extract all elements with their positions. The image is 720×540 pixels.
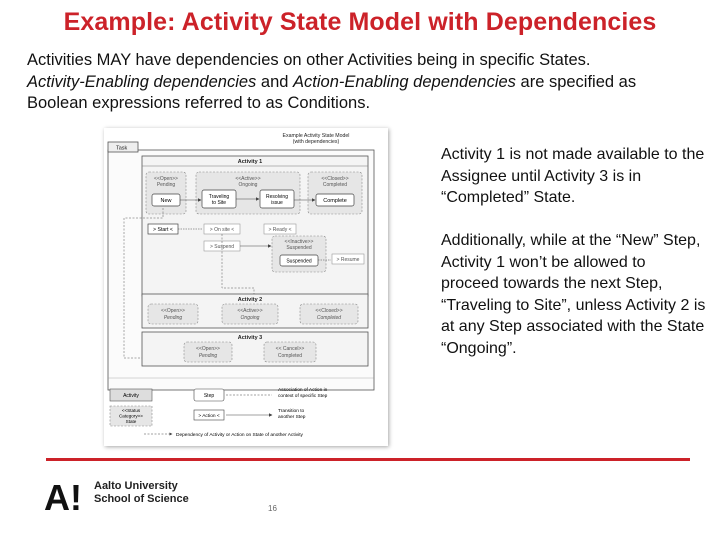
step-resolving-label-2: issue — [271, 200, 283, 206]
intro-line-3: Boolean expressions referred to as Conditions. — [27, 94, 371, 112]
a2-ongoing — [222, 304, 278, 324]
legend-dependency-label: Dependency of Activity or Action on State of another Activity — [176, 433, 303, 438]
legend-assoc-label-2: context of specific Step — [278, 394, 328, 399]
step-resolving-label-1: Resolving — [266, 194, 288, 200]
figure-header-2: (with dependencies) — [292, 139, 340, 145]
intro-line-2-rest: are specified as — [515, 72, 637, 91]
activity-1-label: Activity 1 — [237, 159, 263, 165]
a3-cancel-label: << Cancel>> — [275, 346, 305, 352]
university-name — [94, 480, 189, 505]
task-label: Task — [116, 145, 128, 152]
activity-2-label: Activity 2 — [237, 297, 263, 303]
intro-and: and — [256, 72, 294, 91]
ongoing-label: Ongoing — [238, 182, 258, 188]
university-line-2: School of Science — [94, 492, 189, 505]
a3-open-label: <<Open>> — [196, 346, 220, 352]
legend-status-2: Category>> — [118, 413, 144, 419]
inactive-state-label: <<Inactive>> — [284, 239, 314, 245]
action-on-site-label: > On site < — [209, 227, 235, 233]
legend-activity-label: Activity — [123, 393, 139, 399]
legend-transition-label-1: Transition to — [278, 409, 305, 414]
legend-assoc-label-1: Association of Action in — [278, 388, 328, 393]
figure-header-1: Example Activity State Model — [282, 133, 350, 139]
active-state-label: <<Active>> — [235, 176, 261, 182]
activity-3-label: Activity 3 — [237, 335, 263, 341]
action-suspend-label: > Suspend — [209, 244, 235, 250]
a3-completed — [264, 342, 316, 362]
a2-active-label: <<Active>> — [237, 308, 263, 314]
action-resume-label: > Resume — [336, 257, 360, 263]
a2-open-label: <<Open>> — [161, 308, 185, 314]
aalto-logo-icon — [44, 478, 88, 518]
footer-divider — [46, 458, 690, 461]
explanation-text — [441, 144, 706, 381]
a2-completed-label: Completed — [316, 315, 342, 321]
legend-status-1: <<Status — [121, 408, 141, 413]
action-ready-label: > Ready < — [268, 227, 292, 233]
aalto-logo — [44, 478, 88, 523]
legend-status-3: State — [125, 419, 137, 424]
a2-pending — [148, 304, 198, 324]
step-complete-label: Complete — [323, 198, 347, 204]
a3-completed-label: Completed — [277, 353, 303, 359]
explanation-paragraph-1: Activity 1 is not made available to the Assignee until Activity 3 is in “Completed” State. — [441, 146, 705, 206]
step-suspended-label: Suspended — [286, 258, 312, 265]
legend-transition-label-2: another Step — [278, 415, 306, 420]
step-new-label: New — [160, 198, 172, 204]
legend-action-label: > Action < — [198, 414, 220, 419]
intro-em-action-enabling: Action-Enabling dependencies — [293, 72, 516, 91]
open-state-label: <<Open>> — [154, 176, 178, 182]
closed-state-label: <<Closed>> — [321, 176, 349, 182]
suspended-state-label: Suspended — [286, 245, 312, 251]
step-traveling-label-2: to Site — [211, 200, 227, 206]
state-model-diagram — [104, 128, 388, 446]
a2-pending-label: Pending — [163, 315, 183, 321]
step-traveling-label-1: Traveling — [208, 194, 230, 200]
university-line-1: Aalto University — [94, 480, 178, 492]
pending-label: Pending — [156, 182, 176, 188]
a3-pending — [184, 342, 232, 362]
page-number: 16 — [268, 504, 277, 513]
slide-title: Example: Activity State Model with Dependencies — [63, 8, 657, 36]
a2-ongoing-label: Ongoing — [240, 315, 260, 321]
logo-text: A! — [44, 478, 82, 518]
a3-pending-label: Pending — [198, 353, 218, 359]
legend-step-label: Step — [203, 393, 215, 399]
a2-closed-label: <<Closed>> — [315, 308, 343, 314]
intro-line-2 — [27, 72, 707, 94]
state-model-figure — [104, 128, 388, 446]
explanation-paragraph-2: Additionally, while at the “New” Step, Activity 1 won’t be allowed to proceed towards the next Step, “Traveling to Site”, unless Activity 2 is at any Step associated with the State “Ongoing”. — [441, 232, 706, 357]
intro-line-1: Activities MAY have dependencies on other Activities being in specific States. — [27, 51, 591, 69]
action-start-label: > Start < — [153, 227, 173, 233]
intro-text — [27, 50, 707, 115]
a2-completed — [300, 304, 358, 324]
completed-label: Completed — [322, 182, 348, 188]
intro-em-activity-enabling: Activity-Enabling dependencies — [27, 72, 257, 91]
